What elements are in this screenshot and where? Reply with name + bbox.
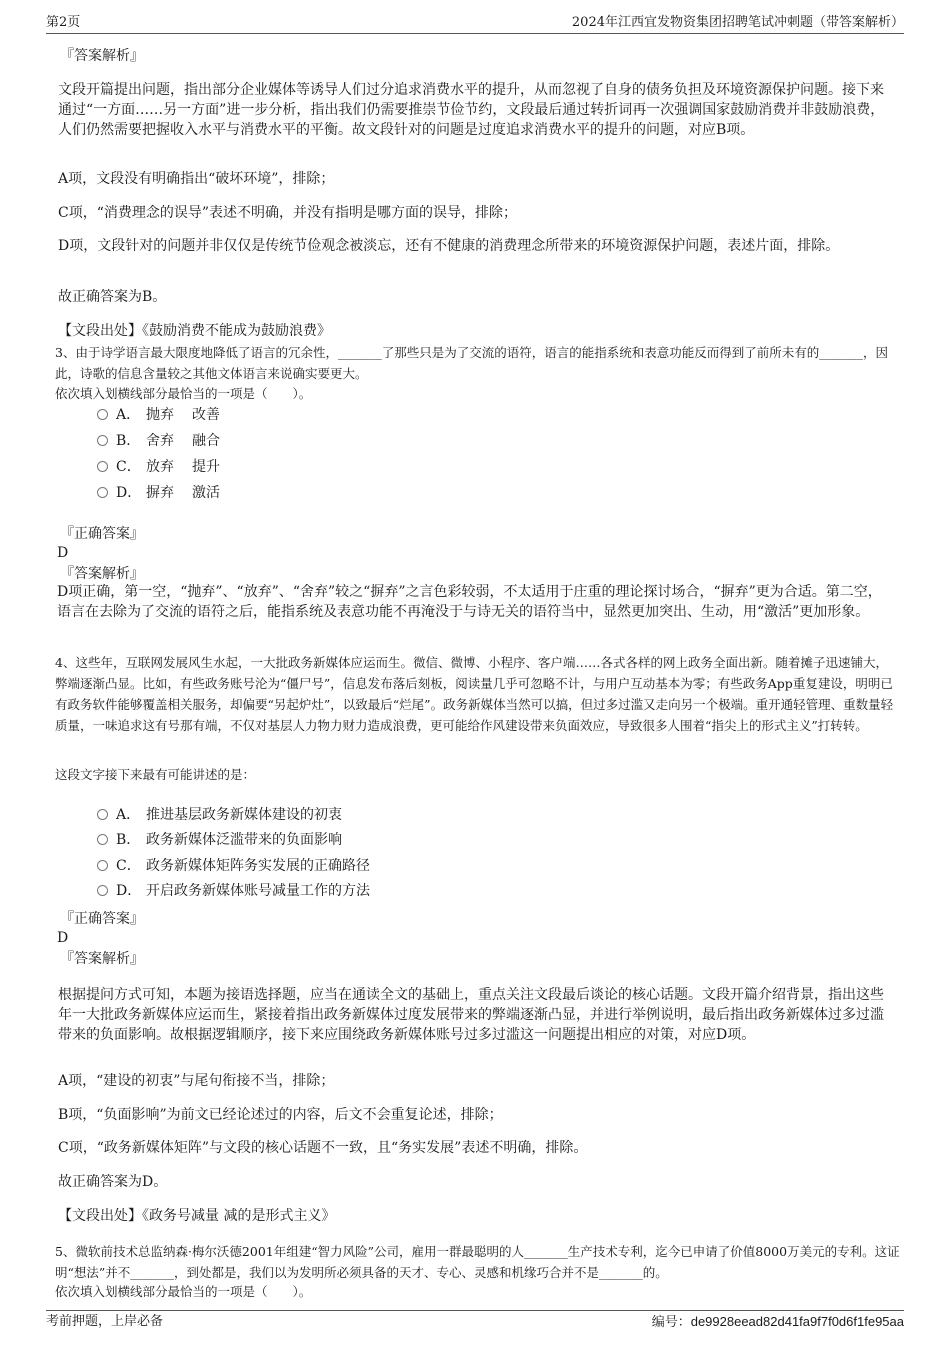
q5-prompt: 依次填入划横线部分最恰当的一项是（ ）。 bbox=[55, 1284, 312, 1299]
q4-analysis-option-c: C项，“政务新媒体矩阵”与文段的核心话题不一致，且“务实发展”表述不明确，排除。 bbox=[58, 1140, 588, 1156]
q4-prompt: 这段文字接下来最有可能讲述的是： bbox=[55, 767, 256, 782]
q2-analysis-option-d: D项，文段针对的问题并非仅仅是传统节俭观念被淡忘，还有不健康的消费理念所带来的环境资源保护问题，表述片面，排除。 bbox=[58, 238, 840, 254]
q4-source: 【文段出处】《政务号减量 减的是形式主义》 bbox=[58, 1208, 336, 1224]
q2-analysis-option-a: A项，文段没有明确指出“破坏环境”，排除； bbox=[58, 171, 335, 187]
code-value: de9928eead82d41fa9f7f0d6f1fe95aa bbox=[690, 1314, 904, 1329]
q3-answer-label: 『正确答案』 bbox=[60, 526, 144, 542]
q4-analysis-option-b: B项，“负面影响”为前文已经论述过的内容，后文不会重复论述，排除； bbox=[58, 1107, 503, 1123]
q2-source: 【文段出处】《鼓励消费不能成为鼓励浪费》 bbox=[58, 323, 331, 339]
q4-analysis-paragraph: 根据提问方式可知，本题为接语选择题，应当在通读全文的基础上，重点关注文段最后谈论的核心话题。文段开篇介绍背景，指出这些年一大批政务新媒体应运而生，紧接着指出政务新媒体过度发展带来的弊端逐渐凸显，并进行举例说明，最后指出政务新媒体过多过滥带来的负面影响。故根据逻辑顺序，接下来应围绕政务新媒体账号过多过滥这一问题提出相应的对策，对应D项。 bbox=[58, 987, 884, 1043]
radio-icon[interactable] bbox=[97, 834, 108, 845]
q4-answer: D bbox=[57, 930, 69, 946]
q2-analysis-paragraph: 文段开篇提出问题，指出部分企业媒体等诱导人们过分追求消费水平的提升，从而忽视了自身的债务负担及环境资源保护问题。接下来通过“一方面……另一方面”进一步分析，指出我们仍需要推崇节俭节约，文段最后通过转折词再一次强调国家鼓励消费并非鼓励浪费，人们仍然需要把握收入水平与消费水平的平衡。故文段针对的问题是过度追求消费水平的提升的问题，对应B项。 bbox=[58, 82, 885, 138]
q3-option-d[interactable]: D． 摒弃 激活 bbox=[97, 483, 220, 503]
q4-analysis-label: 『答案解析』 bbox=[60, 951, 144, 967]
q3-stem: 3、由于诗学语言最大限度地降低了语言的冗余性，_______了那些只是为了交流的语符，语言的能指系统和表意功能反而得到了前所未有的_______，因此，诗歌的信息含量较之其他文体语言来说确实要更大。 bbox=[55, 345, 888, 381]
radio-icon[interactable] bbox=[97, 885, 108, 896]
q4-option-a[interactable]: A． 推进基层政务新媒体建设的初衷 bbox=[97, 805, 342, 825]
document-title: 2024年江西宜发物资集团招聘笔试冲刺题（带答案解析） bbox=[571, 15, 904, 30]
page-number: 第2页 bbox=[46, 15, 81, 30]
radio-icon[interactable] bbox=[97, 860, 108, 871]
q4-option-c[interactable]: C． 政务新媒体矩阵务实发展的正确路径 bbox=[97, 856, 370, 876]
q2-analysis-label: 『答案解析』 bbox=[60, 48, 144, 64]
q4-analysis-option-a: A项，“建设的初衷”与尾句衔接不当，排除； bbox=[58, 1073, 335, 1089]
q4-stem: 4、这些年，互联网发展风生水起，一大批政务新媒体应运而生。微信、微博、小程序、客户端……各式各样的网上政务全面出新。随着摊子迅速铺大，弊端逐渐凸显。比如，有些政务账号沦为“僵尸号”，信息发布落后刻板，阅读量几乎可忽略不计，与用户互动基本为零；有些政务App重复建设，明明已有政务软件能够覆盖相关服务，却偏要“另起炉灶”，以致最后“烂尾”。政务新媒体当然可以搞，但过多过滥又走向另一个极端。重开通轻管理、重数量轻质量，一味追求这有号那有端，不仅对基层人力物力财力造成浪费，更可能给作风建设带来负面效应，导致很多人围着“指尖上的形式主义”打转转。 bbox=[55, 655, 894, 733]
radio-icon[interactable] bbox=[97, 461, 108, 472]
q4-conclusion: 故正确答案为D。 bbox=[58, 1174, 168, 1190]
page-header bbox=[46, 13, 904, 34]
q3-option-b[interactable]: B． 舍弃 融合 bbox=[97, 431, 220, 451]
q2-conclusion: 故正确答案为B。 bbox=[58, 289, 167, 305]
q4-answer-label: 『正确答案』 bbox=[60, 911, 144, 927]
q4-option-b[interactable]: B． 政务新媒体泛滥带来的负面影响 bbox=[97, 830, 342, 850]
footer-slogan: 考前押题，上岸必备 bbox=[46, 1314, 164, 1329]
q3-answer: D bbox=[57, 545, 69, 561]
q2-analysis-option-c: C项，“消费理念的误导”表述不明确，并没有指明是哪方面的误导，排除； bbox=[58, 205, 518, 221]
radio-icon[interactable] bbox=[97, 809, 108, 820]
q3-analysis-label: 『答案解析』 bbox=[60, 566, 144, 582]
q3-prompt: 依次填入划横线部分最恰当的一项是（ ）。 bbox=[55, 386, 312, 401]
radio-icon[interactable] bbox=[97, 409, 108, 420]
q3-option-a[interactable]: A． 抛弃 改善 bbox=[97, 405, 220, 425]
q4-option-d[interactable]: D． 开启政务新媒体账号减量工作的方法 bbox=[97, 881, 370, 901]
q3-analysis: D项正确，第一空，“抛弃”、“放弃”、“舍弃”较之“摒弃”之言色彩较弱，不太适用于庄重的理论探讨场合，“摒弃”更为合适。第二空，语言在去除为了交流的语符之后，能指系统及表意功能不再淹没于与诗无关的语符当中，显然更加突出、生动，用“激活”更加形象。 bbox=[57, 584, 882, 620]
q5-stem: 5、微软前技术总监纳森·梅尔沃德2001年组建“智力风险”公司，雇用一群最聪明的人_______生产技术专利，迄今已申请了价值8000万美元的专利。这证明“想法”并不_______，到处都是，我们以为发明所必须具备的天才、专心、灵感和机缘巧合并不是_______的。 bbox=[55, 1244, 900, 1280]
document-code bbox=[652, 1311, 904, 1334]
radio-icon[interactable] bbox=[97, 487, 108, 498]
page-footer bbox=[46, 1310, 904, 1333]
code-label: 编号： bbox=[651, 1315, 691, 1330]
q3-option-c[interactable]: C． 放弃 提升 bbox=[97, 457, 220, 477]
radio-icon[interactable] bbox=[97, 435, 108, 446]
